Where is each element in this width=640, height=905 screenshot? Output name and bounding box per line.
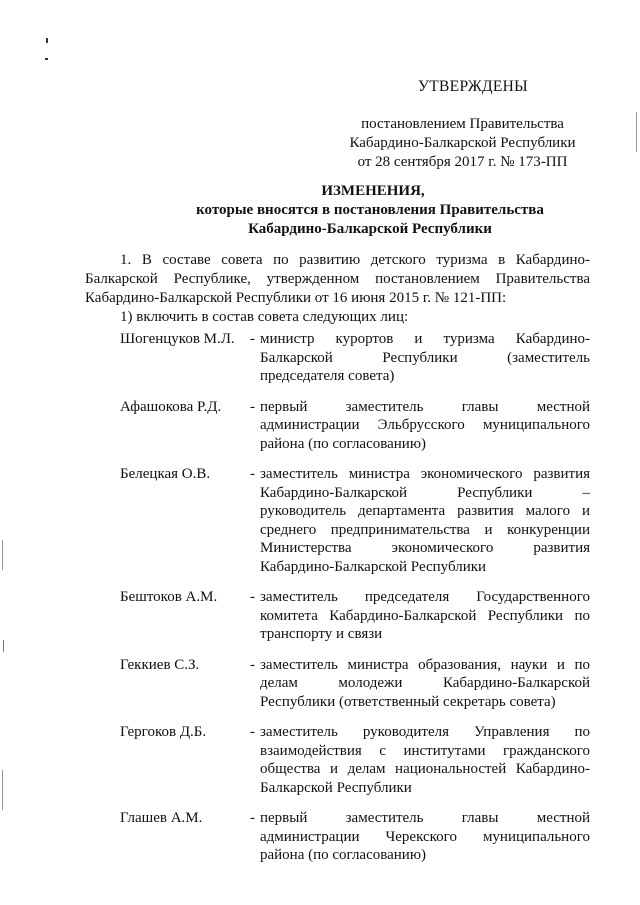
member-description-line: транспорту и связи — [260, 626, 383, 642]
member-name: Глашев А.М. — [120, 810, 203, 826]
scan-mark-left-edge-2 — [3, 640, 4, 652]
member-row — [120, 588, 590, 644]
sub-item-1: 1) включить в состав совета следующих лиц: — [120, 309, 409, 325]
member-description-line: Балкарской Республики (заместитель — [260, 349, 590, 366]
member-description-line: администрации Эльбрусского муниципального — [260, 417, 590, 433]
member-row — [120, 723, 590, 797]
member-description-line: заместитель министра образования, науки и по — [260, 656, 590, 673]
member-dash: - — [250, 466, 255, 482]
approval-line: постановлением Правительства — [361, 116, 564, 132]
member-description-line: Министерства экономического развития — [260, 540, 590, 556]
title-subtitle-line: которые вносятся в постановления Правительства — [196, 202, 544, 218]
member-name: Гергоков Д.Б. — [120, 724, 207, 740]
member-description-line: среднего предпринимательства и конкуренции — [260, 521, 590, 538]
approval-line: Кабардино-Балкарской Республики — [349, 135, 576, 151]
member-description — [260, 588, 590, 644]
member-description — [260, 465, 590, 576]
member-name: Геккиев С.З. — [120, 656, 200, 673]
member-description-line: района (по согласованию) — [260, 847, 427, 863]
member-name: Белецкая О.В. — [120, 466, 211, 482]
member-dash: - — [250, 331, 255, 347]
approved-heading: УТВЕРЖДЕНЫ — [418, 78, 528, 95]
member-description-line: председателя совета) — [260, 368, 395, 384]
title-main: ИЗМЕНЕНИЯ, — [321, 183, 425, 199]
member-description — [260, 723, 590, 797]
member-description-line: района (по согласованию) — [260, 435, 427, 452]
member-description-line: заместитель председателя Государственного — [260, 589, 590, 605]
member-description-line: взаимодействия с институтами гражданского — [260, 742, 590, 759]
member-name: Бештоков А.М. — [120, 589, 218, 605]
member-description-line: первый заместитель главы местной — [260, 398, 590, 415]
scan-mark-left-edge-3 — [2, 770, 3, 810]
member-description — [260, 656, 590, 712]
member-description-line: министр курортов и туризма Кабардино- — [260, 331, 590, 347]
member-description — [260, 398, 590, 454]
member-dash: - — [250, 398, 255, 415]
title-subtitle-line: Кабардино-Балкарской Республики — [248, 221, 492, 237]
document-title — [150, 182, 590, 239]
member-description — [260, 330, 590, 386]
member-description-line: Балкарской Республики — [260, 779, 412, 796]
scan-mark-top-left-1 — [46, 38, 48, 43]
member-row — [120, 809, 590, 865]
member-description-line: руководитель департамента развития малого и — [260, 503, 590, 519]
scan-mark-top-left-2 — [45, 58, 48, 60]
member-row — [120, 330, 590, 386]
member-description-line: первый заместитель главы местной — [260, 810, 590, 826]
member-description-line: делам молодежи Кабардино-Балкарской — [260, 675, 590, 691]
member-description-line: Республики (ответственный секретарь совета) — [260, 693, 556, 710]
member-row — [120, 656, 590, 712]
member-description — [260, 809, 590, 865]
member-description-line: комитета Кабардино-Балкарской Республики по — [260, 607, 590, 624]
member-description-line: заместитель министра экономического развития — [260, 466, 590, 482]
member-description-line: администрации Черекского муниципального — [260, 828, 590, 845]
approval-line: от 28 сентября 2017 г. № 173-ПП — [357, 154, 568, 170]
member-name: Афашокова Р.Д. — [120, 398, 222, 415]
scan-mark-right-edge — [636, 112, 637, 152]
member-name: Шогенцуков М.Л. — [120, 331, 235, 347]
member-description-line: заместитель руководителя Управления по — [260, 724, 590, 740]
scan-mark-left-edge-1 — [2, 540, 3, 570]
members-list — [120, 330, 590, 865]
member-row — [120, 398, 590, 454]
member-dash: - — [250, 656, 255, 673]
member-description-line: Кабардино-Балкарской Республики – — [260, 484, 590, 501]
member-dash: - — [250, 589, 255, 605]
approval-block — [330, 115, 595, 172]
member-description-line: общества и делам национальностей Кабардино- — [260, 761, 590, 777]
member-dash: - — [250, 810, 255, 826]
member-description-line: Кабардино-Балкарской Республики — [260, 558, 487, 575]
paragraph-1: 1. В составе совета по развитию детского туризма в Кабардино-Балкарской Республике, утвержденном постановлением Правительства Кабардино-Балкарской Республики от 16 июня 2015 г. № 121-ПП: — [85, 252, 590, 306]
member-dash: - — [250, 724, 255, 740]
member-row — [120, 465, 590, 576]
